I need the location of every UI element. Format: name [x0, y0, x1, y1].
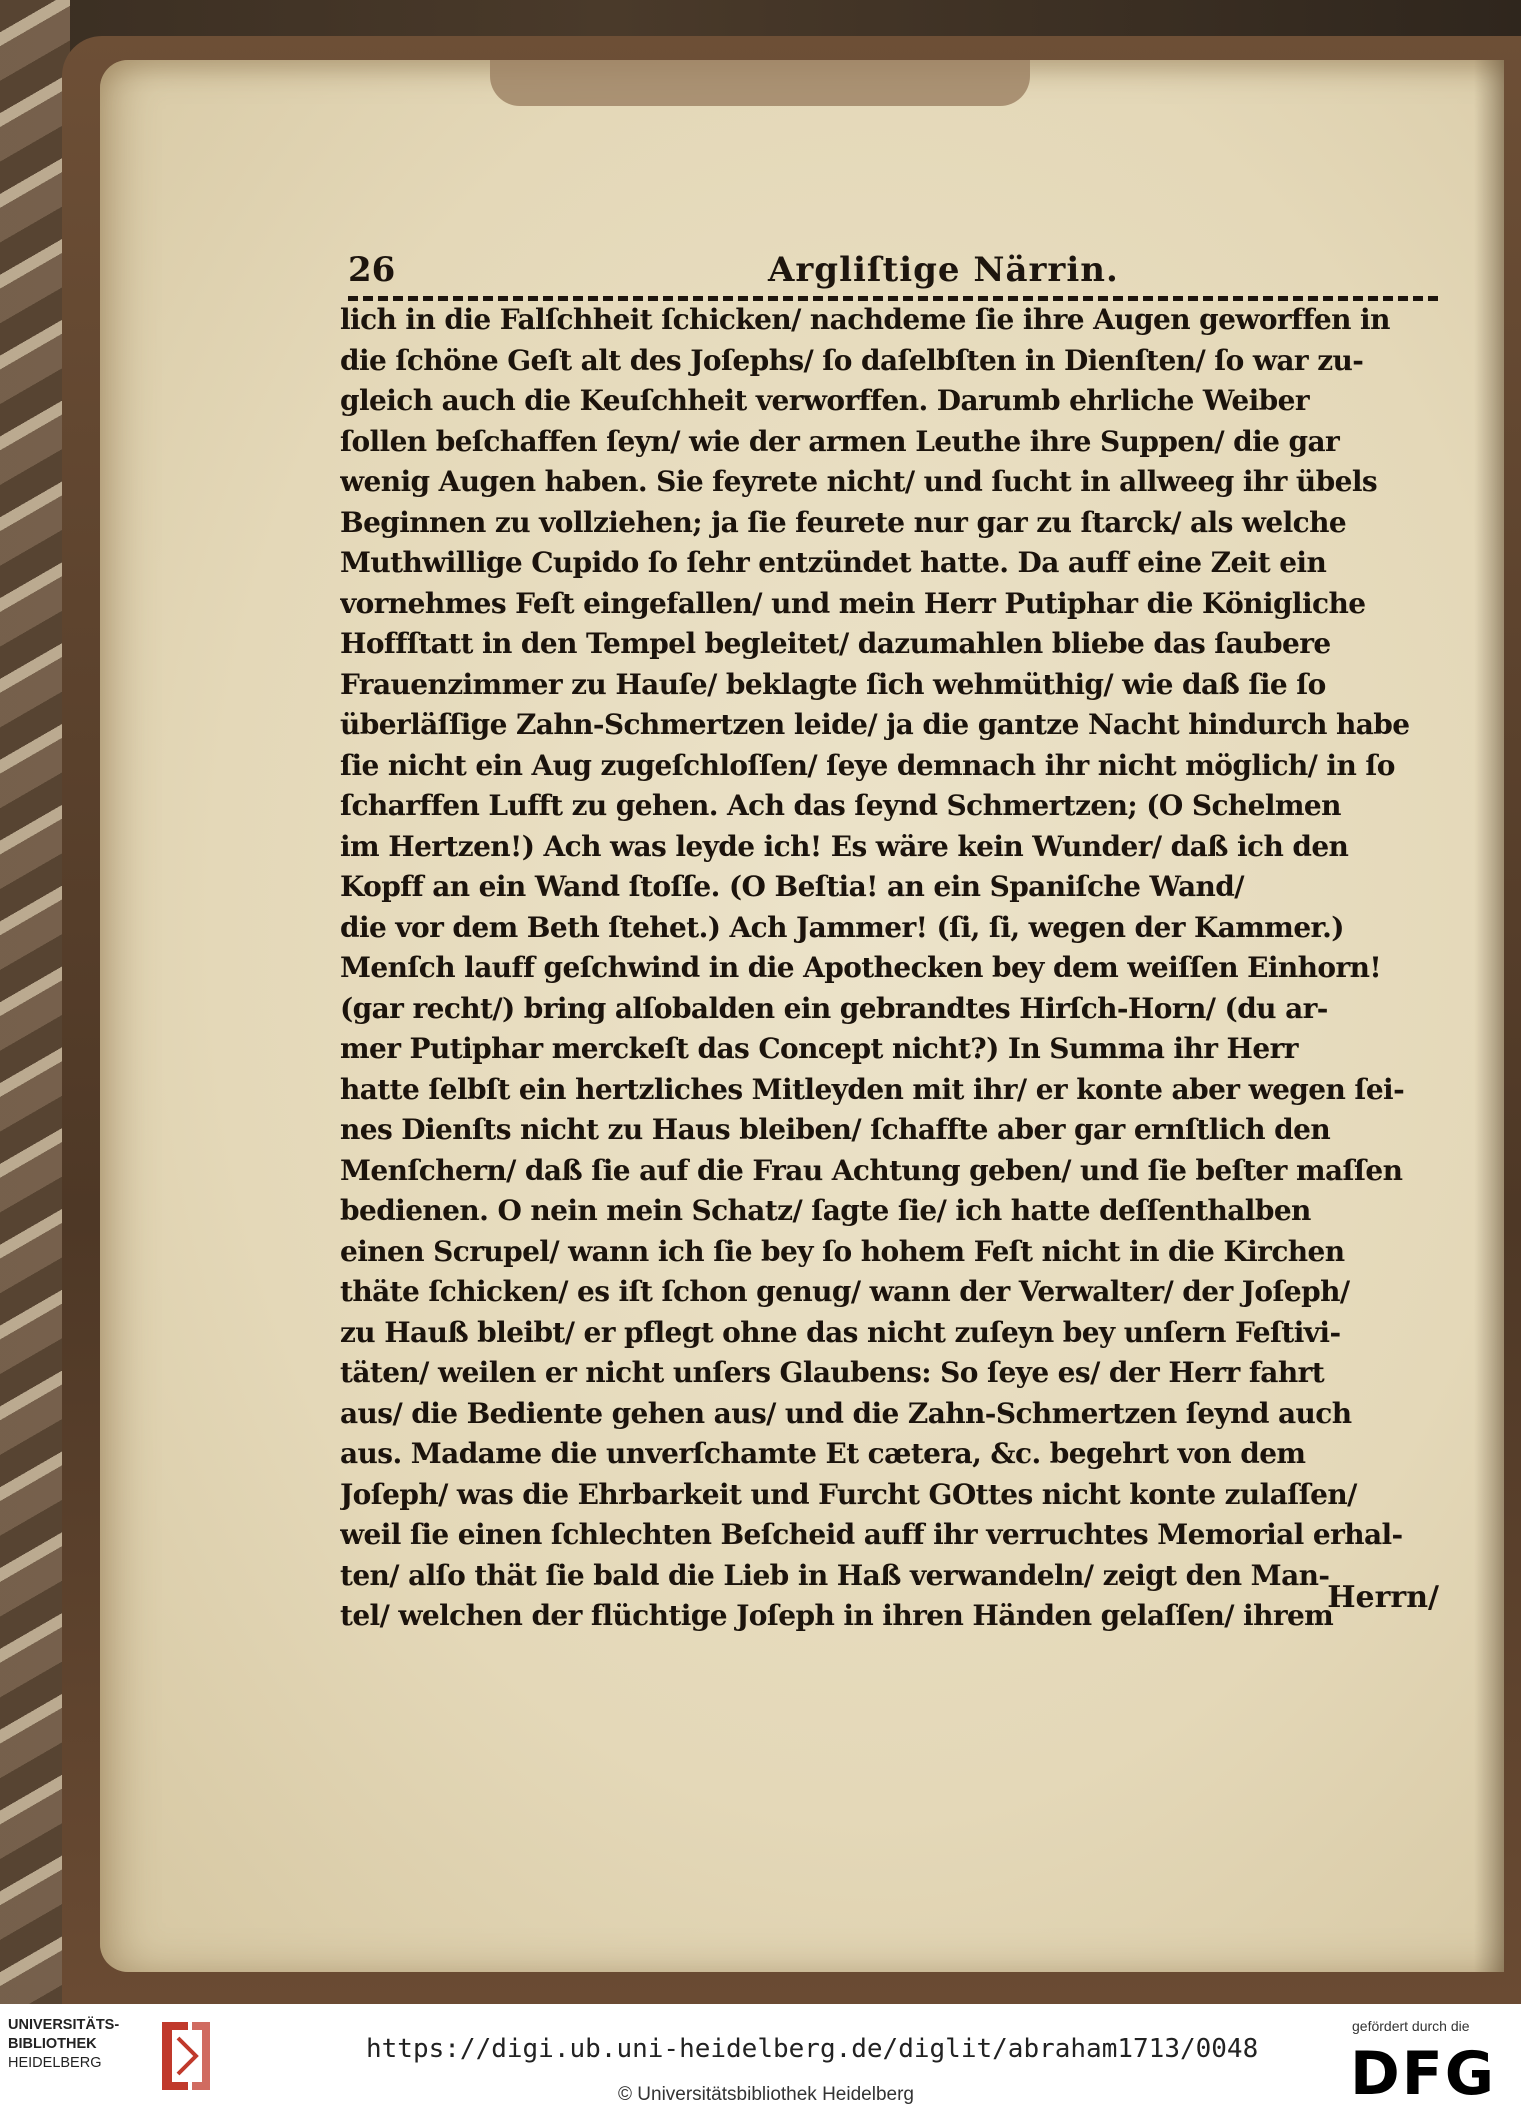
running-title: Argliſtige Närrin. [768, 250, 1119, 290]
page-number: 26 [348, 250, 396, 290]
text-line: weil ſie einen ſchlechten Beſcheid auff ihr verruchtes Memorial erhal- [340, 1518, 1403, 1551]
body-text [340, 300, 1440, 1637]
text-line: einen Scrupel/ wann ich ſie bey ſo hohem Feſt nicht in die Kirchen [340, 1234, 1345, 1268]
text-line: tel/ welchen der flüchtige Joſeph in ihren Händen gelaſſen/ ihrem [340, 1599, 1334, 1632]
text-line: die ſchöne Geſt alt des Joſephs/ ſo daſelbſten in Dienſten/ ſo war zu- [340, 343, 1364, 377]
text-line: (gar recht/) bring alſobalden ein gebrandtes Hirſch-Horn/ (du ar- [340, 991, 1328, 1025]
text-line: die vor dem Beth ſtehet.) Ach Jammer! (ſi, ſi, wegen der Kammer.) [340, 910, 1344, 944]
library-name-line: UNIVERSITÄTS- [8, 2017, 120, 2033]
library-name-line: HEIDELBERG [8, 2055, 102, 2071]
text-line: Joſeph/ was die Ehrbarkeit und Furcht GOttes nicht konte zulaſſen/ [340, 1477, 1357, 1511]
marbled-cover-edge [0, 0, 70, 2004]
text-line: bedienen. O nein mein Schatz/ ſagte ſie/ ich hatte deſſenthalben [340, 1194, 1311, 1227]
permalink-url[interactable]: https://digi.ub.uni-heidelberg.de/diglit/abraham1713/0048 [366, 2034, 1259, 2064]
text-line: aus. Madame die unverſchamte Et cætera, &c. begehrt von dem [340, 1437, 1306, 1470]
text-line: gleich auch die Keuſchheit verworffen. Darumb ehrliche Weiber [340, 384, 1310, 417]
text-line: wenig Augen haben. Sie feyrete nicht/ und ſucht in allweeg ihr übels [340, 465, 1378, 498]
page-gutter-shadow [1474, 60, 1504, 1972]
text-line: thäte ſchicken/ es iſt ſchon genug/ wann der Verwalter/ der Joſeph/ [340, 1275, 1350, 1308]
text-line: ſie nicht ein Aug zugeſchloſſen/ ſeye demnach ihr nicht möglich/ in ſo [340, 748, 1395, 782]
text-line: mer Putiphar merckeſt das Concept nicht?) In Summa ihr Herr [340, 1032, 1298, 1065]
catchword: Herrn/ [1327, 1580, 1439, 1615]
text-line: Menſchern/ daß ſie auf die Frau Achtung geben/ und ſie beſter maſſen [340, 1153, 1403, 1187]
text-line: zu Hauß bleibt/ er pflegt ohne das nicht zuſeyn bey unſern Feſtivi- [340, 1315, 1341, 1349]
text-line: vornehmes Feſt eingefallen/ und mein Herr Putiphar die Königliche [340, 586, 1366, 620]
text-line: Hoffſtatt in den Tempel begleitet/ dazumahlen bliebe das ſaubere [340, 627, 1331, 660]
copyright-notice: © Universitätsbibliothek Heidelberg [618, 2084, 914, 2105]
library-name-line: BIBLIOTHEK [8, 2036, 97, 2052]
page-clip-shadow [490, 60, 1030, 106]
text-line: Beginnen zu vollziehen; ja ſie feurete nur gar zu ſtarck/ als welche [340, 505, 1347, 539]
library-logo[interactable] [8, 2016, 228, 2106]
text-line: ſcharffen Lufft zu gehen. Ach das ſeynd Schmertzen; (O Schelmen [340, 789, 1341, 822]
text-line: aus/ die Bediente gehen aus/ und die Zahn-Schmertzen ſeynd auch [340, 1396, 1352, 1430]
dfg-logo: DFG [1350, 2039, 1497, 2109]
text-line: hatte ſelbſt ein hertzliches Mitleyden mit ihr/ er konte aber wegen ſei- [340, 1072, 1405, 1106]
text-line: Frauenzimmer zu Hauſe/ beklagte ſich wehmüthig/ wie daß ſie ſo [340, 667, 1326, 701]
text-line: täten/ weilen er nicht unſers Glaubens: So ſeye es/ der Herr fahrt [340, 1356, 1325, 1389]
text-line: lich in die Falſchheit ſchicken/ nachdeme ſie ihre Augen geworffen in [340, 303, 1390, 336]
text-line: Menſch lauff geſchwind in die Apothecken bey dem weiſſen Einhorn! [340, 951, 1382, 984]
text-line: ſollen beſchaffen ſeyn/ wie der armen Leuthe ihre Suppen/ die gar [340, 424, 1340, 458]
text-line: überläſſige Zahn-Schmertzen leide/ ja die gantze Nacht hindurch habe [340, 708, 1410, 741]
library-seal-icon [154, 2016, 218, 2096]
text-line: Kopff an ein Wand ſtoſſe. (O Beſtia! an ein Spaniſche Wand/ [340, 870, 1244, 903]
page-header [348, 250, 1438, 290]
viewer-footer [0, 2004, 1521, 2118]
text-line: nes Dienſts nicht zu Haus bleiben/ ſchaffte aber gar ernſtlich den [340, 1113, 1331, 1146]
funding-caption: gefördert durch die [1352, 2018, 1470, 2034]
text-line: ten/ alſo thät ſie bald die Lieb in Haß verwandeln/ zeigt den Man- [340, 1558, 1330, 1592]
text-line: im Hertzen!) Ach was leyde ich! Es wäre kein Wunder/ daß ich den [340, 829, 1349, 863]
library-name [8, 2016, 119, 2073]
text-line: Muthwillige Cupido ſo ſehr entzündet hatte. Da auff eine Zeit ein [340, 546, 1327, 579]
